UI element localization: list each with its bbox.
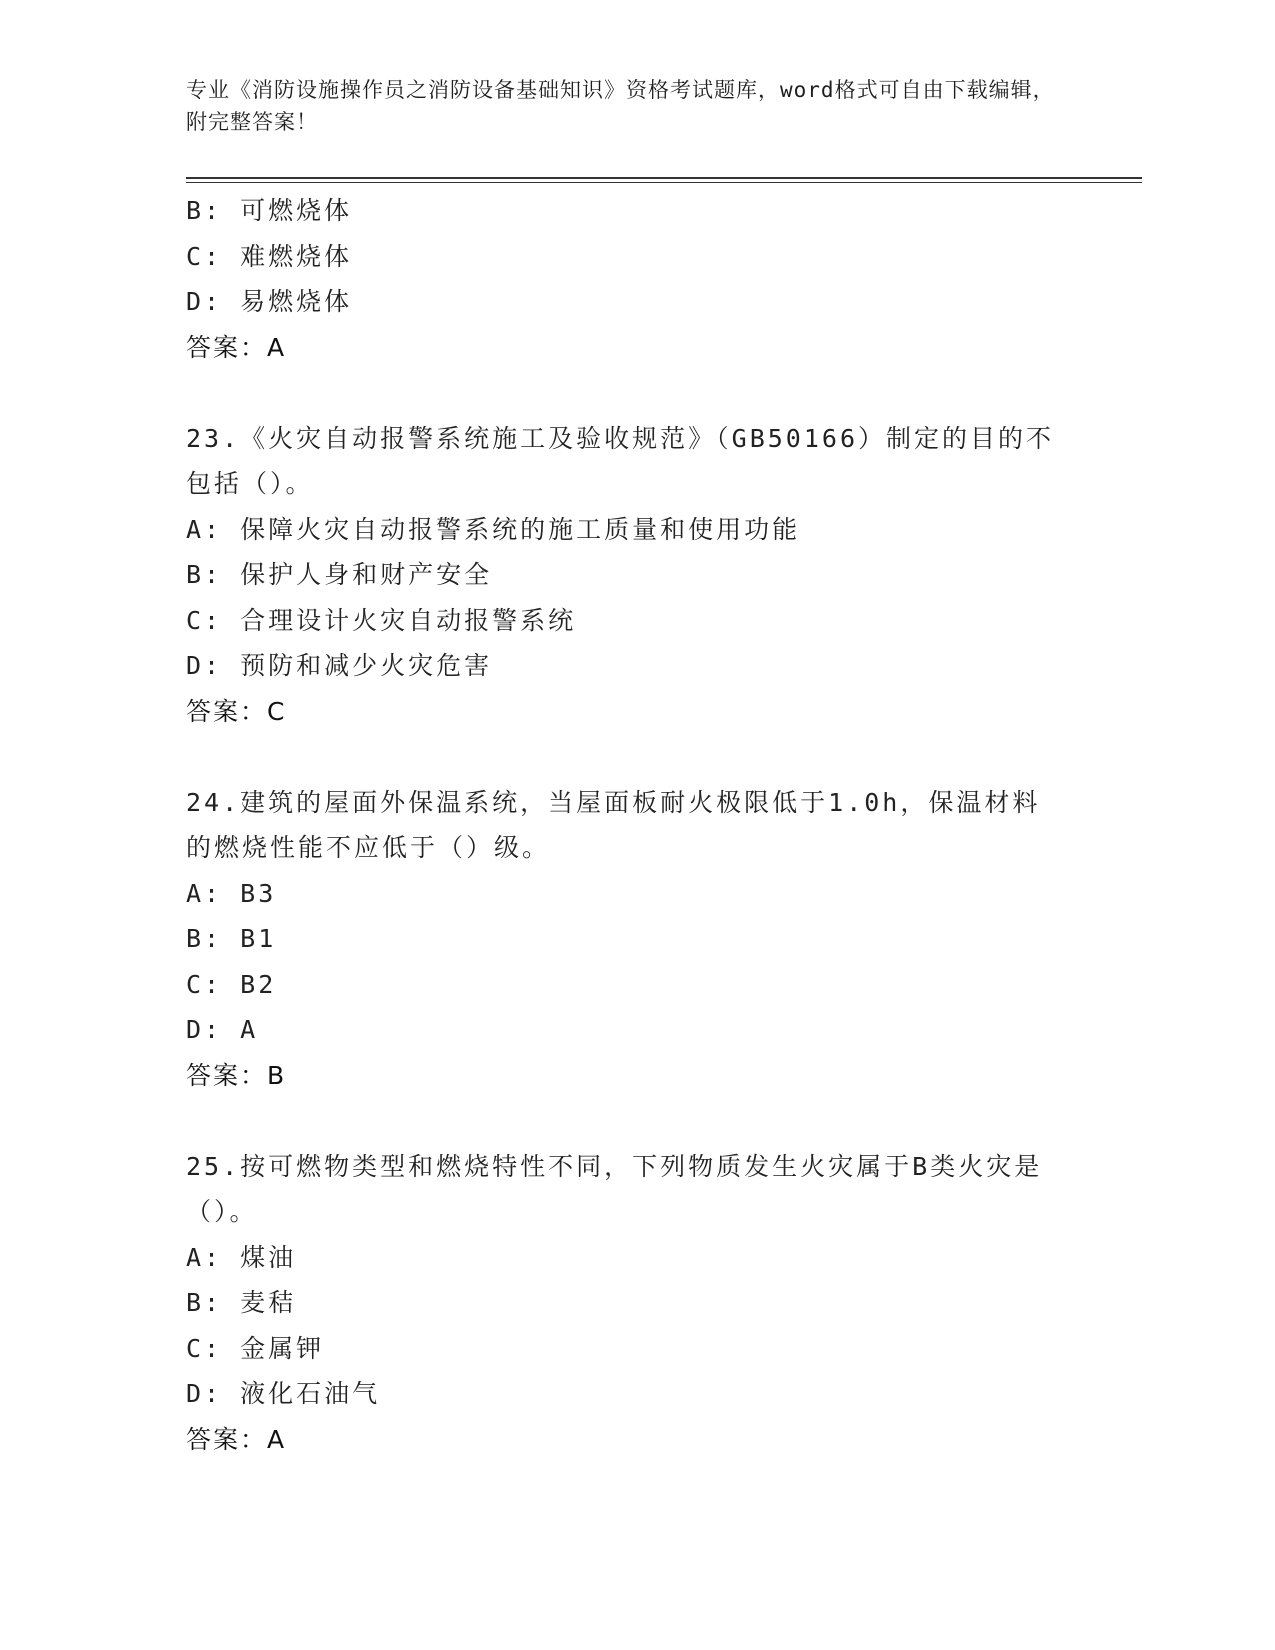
- option-d: D: 液化石油气: [186, 1379, 381, 1408]
- option-b: B: B1: [186, 924, 277, 953]
- spacer: [186, 734, 1086, 780]
- option-c: C: 难燃烧体: [186, 241, 353, 271]
- option-a: A: B3: [186, 878, 277, 908]
- option-c: C: 金属钾: [186, 1333, 325, 1363]
- spacer: [186, 370, 1086, 416]
- document-header: 专业《消防设施操作员之消防设备基础知识》资格考试题库，word格式可自由下载编辑，附完整答案！: [186, 78, 1055, 134]
- question-stem: 24.建筑的屋面外保温系统，当屋面板耐火极限低于1.0h，保温材料的燃烧性能不应低于（）级。: [186, 787, 1041, 862]
- option-a: A: 煤油: [186, 1242, 297, 1272]
- header-divider-thin: [186, 182, 1142, 183]
- answer-line: 答案：A: [186, 332, 287, 362]
- option-b: B: 可燃烧体: [186, 196, 353, 225]
- spacer: [186, 1098, 1086, 1144]
- option-d: D: 易燃烧体: [186, 287, 353, 316]
- question-list: [186, 188, 1086, 1462]
- question-25: [186, 1144, 1086, 1463]
- option-d: D: A: [186, 1015, 259, 1044]
- answer-line: 答案：C: [186, 696, 287, 726]
- option-c: C: 合理设计火灾自动报警系统: [186, 605, 577, 635]
- question-22-continued: [186, 188, 1086, 370]
- answer-line: 答案：A: [186, 1424, 287, 1454]
- question-23: [186, 416, 1086, 735]
- question-stem: 23.《火灾自动报警系统施工及验收规范》（GB50166）制定的目的不包括（）。: [186, 423, 1055, 498]
- header-divider-thick: [186, 177, 1142, 179]
- option-b: B: 麦秸: [186, 1288, 297, 1317]
- option-b: B: 保护人身和财产安全: [186, 560, 493, 589]
- answer-line: 答案：B: [186, 1060, 287, 1090]
- option-c: C: B2: [186, 969, 277, 999]
- option-a: A: 保障火灾自动报警系统的施工质量和使用功能: [186, 514, 801, 544]
- question-stem: 25.按可燃物类型和燃烧特性不同，下列物质发生火灾属于B类火灾是（）。: [186, 1151, 1043, 1226]
- option-d: D: 预防和减少火灾危害: [186, 651, 493, 680]
- question-24: [186, 780, 1086, 1099]
